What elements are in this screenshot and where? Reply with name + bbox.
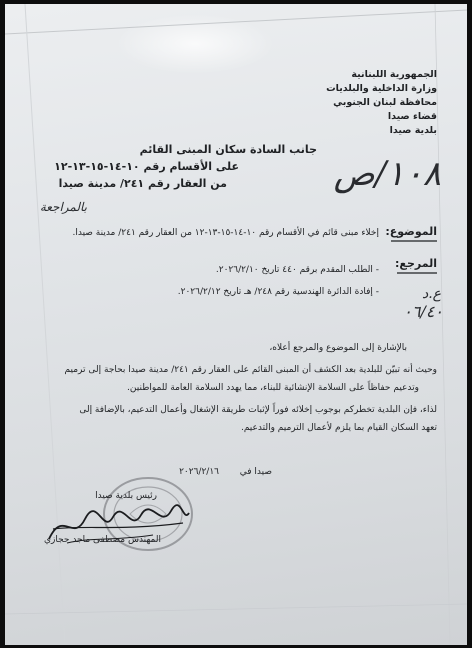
addressee-line-2: على الأقسام رقم ١٠-١٤-١٥-١٣-١٢ <box>54 160 239 173</box>
date-value: ٢٠٢٦/٢/١٦ <box>179 467 219 477</box>
header-republic: الجمهورية اللبنانية <box>351 69 437 80</box>
subject-label: الموضوع: <box>385 225 437 238</box>
header-ministry: وزارة الداخلية والبلديات <box>326 83 437 94</box>
subject-underline <box>391 239 437 243</box>
reference-label: المرجع: <box>395 257 437 270</box>
handwritten-number: ١٠٨/ص <box>333 154 441 194</box>
body-paragraph-3-line-1: لذاء، فإن البلدية تخطركم بوجوب إخلائه فوراً لإثبات طريقة الإشغال وأعمال التدعيم، بالإضافة إلى <box>79 405 437 415</box>
letter-page <box>5 4 467 645</box>
signature-title: رئيس بلدية صيدا <box>95 491 157 501</box>
addressee-line-1: جانب السادة سكان المبنى القائم <box>139 143 317 156</box>
body-paragraph-2-line-2: وتدعيم حفاظاً على السلامة الإنشائية للبناء، مما يهدد السلامة العامة للمواطنين. <box>127 383 419 393</box>
body-paragraph-3-line-2: تعهد السكان القيام بما يلزم لأعمال الترميم والتدعيم. <box>240 423 437 433</box>
header-district: قضاء صيدا <box>387 111 437 122</box>
addressee-line-3: من العقار رقم ٢٤١/ مدينة صيدا <box>58 177 227 190</box>
handwritten-side-note: بالمراجعة <box>39 200 87 214</box>
subject-text: إخلاء مبنى قائم في الأقسام رقم ١٠-١٤-١٥-١٣-١٢ من العقار رقم ٢٤١/ مدينة صيدا. <box>72 228 379 238</box>
reference-underline <box>397 271 437 275</box>
body-opening: بالإشارة إلى الموضوع والمرجع أعلاه، <box>269 343 407 353</box>
reference-item-1: - الطلب المقدم برقم ٤٤٠ تاريخ ٢٠٢٦/٢/١٠. <box>215 265 379 275</box>
date-label: صيدا في <box>239 467 272 477</box>
header-municipality: بلدية صيدا <box>389 125 437 136</box>
body-paragraph-2-line-1: وحيث أنه تبيّن للبلدية بعد الكشف أن المبنى القائم على العقار رقم ٢٤١/ مدينة صيدا بحاجة إلى ترميم <box>64 365 437 375</box>
signatory-name: المهندس مصطفى ماجد حجازي <box>43 535 161 545</box>
handwritten-ref-mark: ع.د <box>421 286 441 302</box>
header-governorate: محافظة لبنان الجنوبي <box>333 97 437 108</box>
reference-item-2: - إفادة الدائرة الهندسية رقم ٢٤٨/ هـ تاريخ ٢٠٢٦/٢/١٢. <box>177 287 379 297</box>
paper-glare <box>115 14 275 74</box>
handwritten-ref-code: ٠٦/٤٠ <box>403 302 443 321</box>
